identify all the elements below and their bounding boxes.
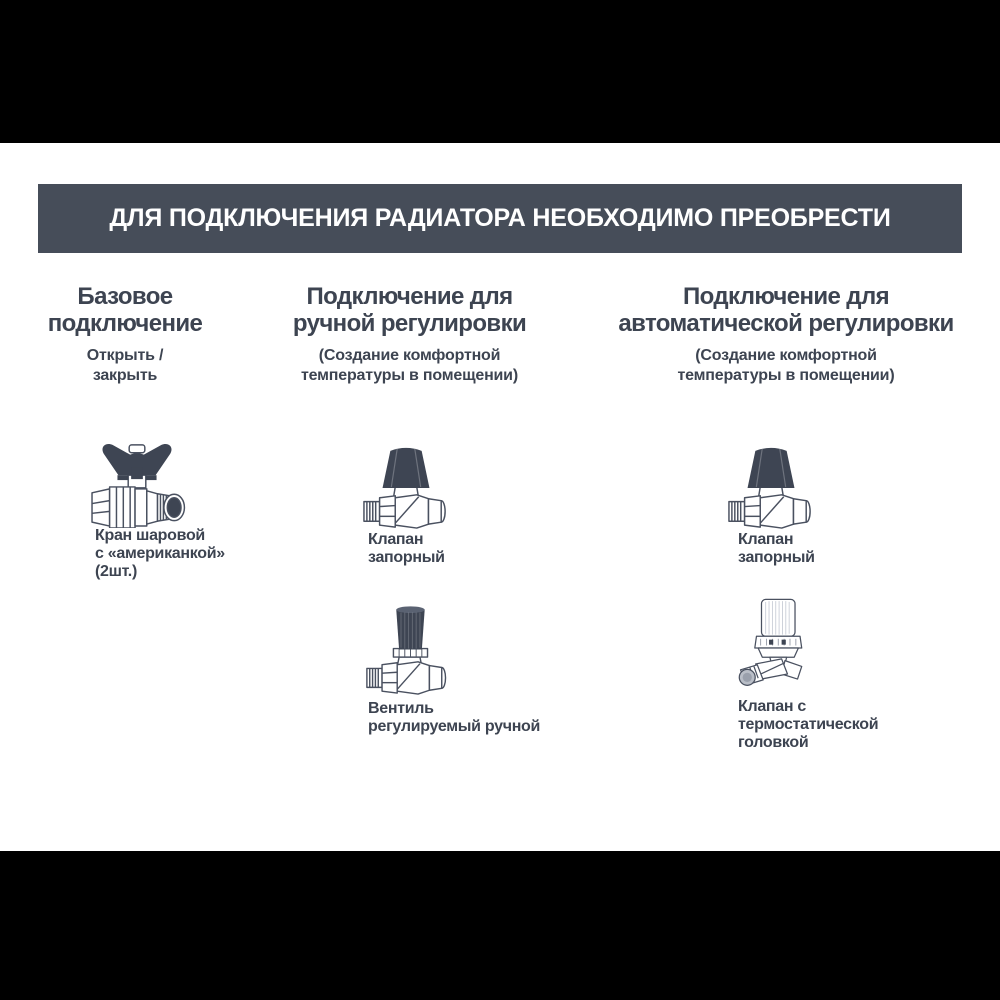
product-label: Кран шаровой с «американкой» (2шт.) (95, 527, 225, 580)
column-title: Подключение для автоматической регулировки (618, 283, 954, 337)
column-subtitle: (Создание комфортной температуры в помещении) (301, 347, 518, 384)
product-label: Вентиль регулируемый ручной (368, 700, 541, 735)
ball-valve-icon (88, 440, 186, 528)
letterbox-bottom (0, 851, 1000, 1000)
thermostatic-valve-icon (733, 596, 821, 690)
banner-title: ДЛЯ ПОДКЛЮЧЕНИЯ РАДИАТОРА НЕОБХОДИМО ПРЕОБРЕСТИ (38, 184, 962, 253)
column-heading-basic (15, 283, 235, 386)
column-subtitle: Открыть / закрыть (86, 347, 164, 384)
shutoff-valve-icon (362, 443, 450, 531)
letterbox-top (0, 0, 1000, 143)
column-heading-manual (272, 283, 547, 386)
column-subtitle: (Создание комфортной температуры в помещении) (677, 347, 895, 384)
column-title: Базовое подключение (47, 283, 203, 337)
manual-valve-icon (365, 602, 455, 697)
product-label: Клапан запорный (368, 531, 445, 566)
shutoff-valve-icon (727, 443, 815, 531)
product-label: Клапан с термостатической головкой (738, 698, 879, 751)
product-label: Клапан запорный (738, 531, 815, 566)
column-heading-automatic (608, 283, 964, 386)
column-title: Подключение для ручной регулировки (292, 283, 527, 337)
